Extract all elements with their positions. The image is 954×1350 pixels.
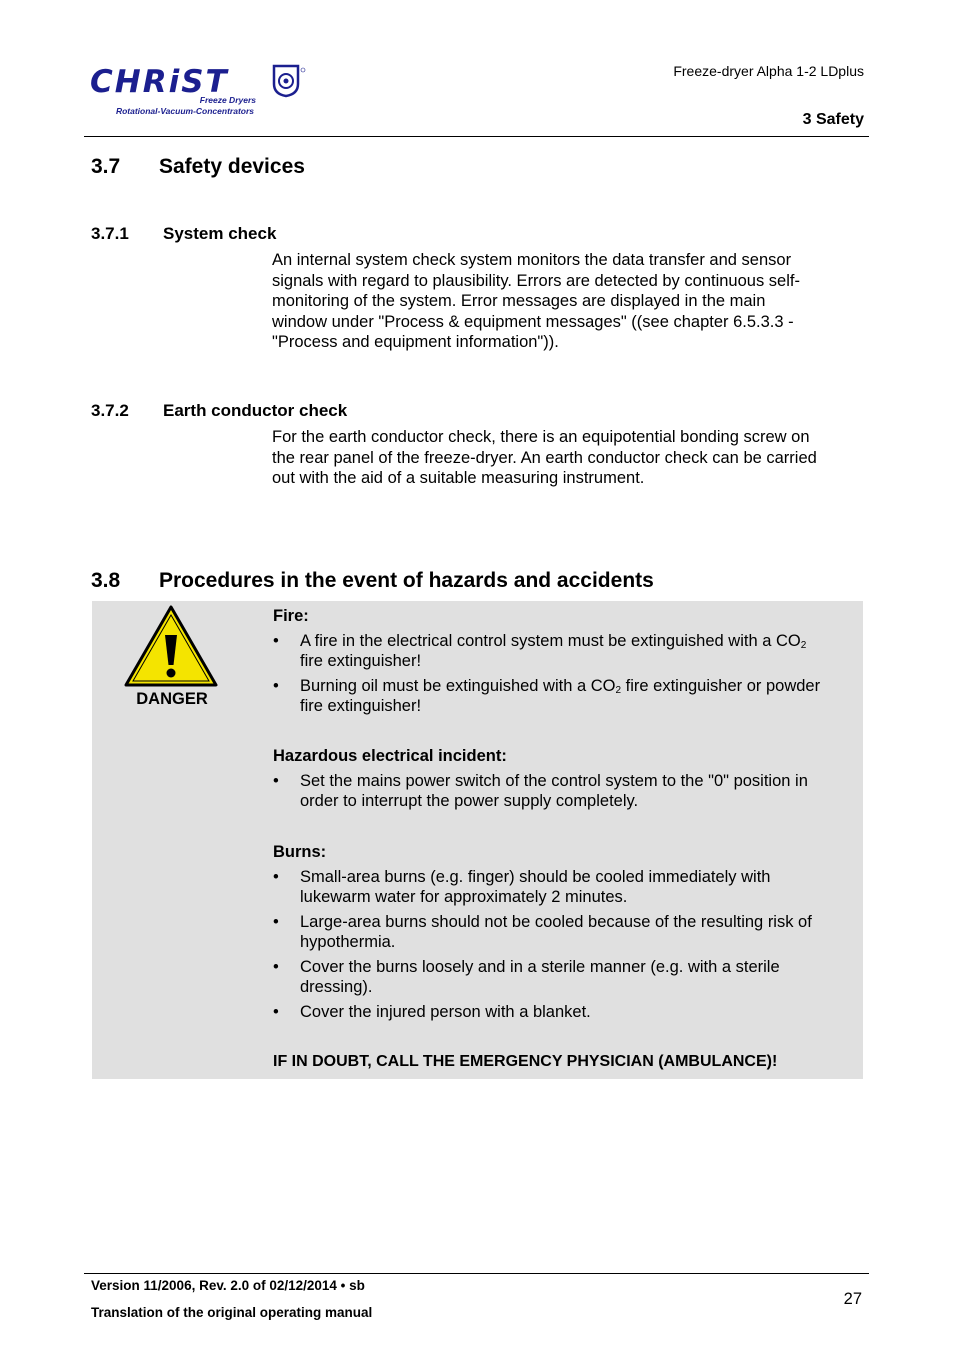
logo-tagline-1: Freeze Dryers [199,95,256,105]
logo-wordmark: CHRiST [90,64,229,100]
footer-rule [84,1273,869,1274]
earth-conductor-text: For the earth conductor check, there is an equipotential bonding screw on the rear panel of the freeze-dryer. An earth conductor check can be carried out with the aid of a suitable measuring instrument. [272,428,817,487]
heading-3-7-2: 3.7.2 Earth conductor check [91,401,348,420]
electrical-block [273,746,863,812]
document-title: Freeze-dryer Alpha 1-2 LDplus [673,63,864,79]
list-item: • Large-area burns should not be cooled because of the resulting risk of hypothermia. [273,912,863,953]
heading-3-8: 3.8 Procedures in the event of hazards and accidents [91,569,654,592]
heading-3-7: 3.7 Safety devices [91,155,305,178]
logo-emblem-icon [274,66,305,96]
emergency-notice: IF IN DOUBT, CALL THE EMERGENCY PHYSICIAN (AMBULANCE)! [273,1053,778,1070]
electrical-title: Hazardous electrical incident: [273,747,507,765]
fire-block [273,606,863,717]
warning-triangle-icon [124,605,218,687]
danger-label: DANGER [136,690,208,708]
burns-block [273,842,863,1022]
list-item: • Small-area burns (e.g. finger) should be cooled immediately with lukewarm water for approximately 2 minutes. [273,867,863,908]
christ-logo [88,58,313,120]
chapter-label: 3 Safety [802,111,864,128]
footer-version: Version 11/2006, Rev. 2.0 of 02/12/2014 • sb [91,1278,365,1293]
list-item: • Burning oil must be extinguished with a $CO_2$ fire extinguisher or powder fire extinguisher! [273,676,863,717]
list-item: • Set the mains power switch of the control system to the "0" position in order to interrupt the power supply completely. [273,771,863,812]
footer-translation: Translation of the original operating manual [91,1305,373,1320]
list-item: • Cover the burns loosely and in a sterile manner (e.g. with a sterile dressing). [273,957,863,998]
logo-tagline-2: Rotational-Vacuum-Concentrators [115,106,254,116]
burns-title: Burns: [273,843,327,861]
system-check-text: An internal system check system monitors the data transfer and sensor signals with regard to plausibility. Errors are detected by continuous self- monitoring of the system. Error messages are displayed in the main window under "Process & equipment messages" ((see chapter 6.5.3.3 - "Process and equipment information")). [272,251,800,351]
list-item: • A fire in the electrical control system must be extinguished with a $CO_2$ fire extinguisher! [273,631,863,672]
page-number: 27 [843,1290,862,1308]
heading-3-7-1: 3.7.1 System check [91,224,277,243]
header-rule [84,136,869,137]
list-item: • Cover the injured person with a blanket. [273,1002,863,1023]
fire-title: Fire: [273,607,309,625]
